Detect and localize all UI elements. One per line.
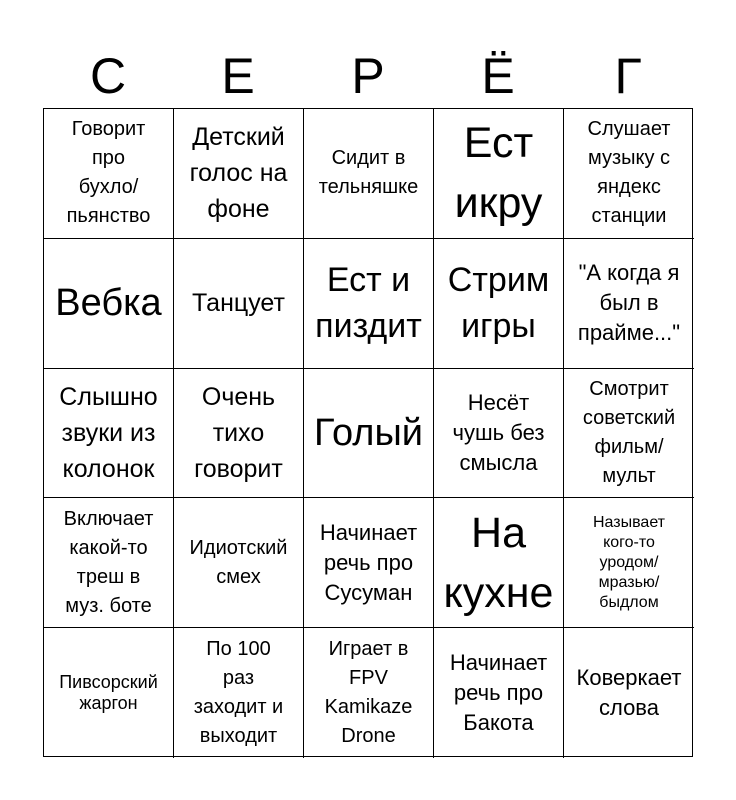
cell-text: Стрим игры: [447, 261, 550, 346]
bingo-cell-r1c2[interactable]: [174, 109, 304, 239]
cell-text: Очень тихо говорит: [194, 382, 283, 483]
cell-text: Включает какой-то треш в муз. боте: [63, 507, 154, 617]
bingo-cell-r2c4[interactable]: [434, 239, 564, 369]
bingo-cell-r1c5[interactable]: [564, 109, 694, 239]
bingo-cell-r3c2[interactable]: [174, 369, 304, 499]
cell-text: Слушает музыку с яндекс станции: [587, 118, 671, 228]
bingo-cell-r5c2[interactable]: [174, 628, 304, 758]
header-letter-2: Е: [221, 48, 255, 104]
cell-text: Ест икру: [454, 119, 543, 228]
bingo-cell-r2c2[interactable]: [174, 239, 304, 369]
cell-text: Ест и пиздит: [315, 261, 422, 346]
header-letter-5: Г: [614, 48, 642, 104]
bingo-cell-r5c5[interactable]: [564, 628, 694, 758]
bingo-cell-r1c4[interactable]: [434, 109, 564, 239]
bingo-cell-r4c1[interactable]: [44, 498, 174, 628]
bingo-cell-r5c1[interactable]: [44, 628, 174, 758]
cell-text: "А когда я был в прайме...": [577, 260, 681, 346]
bingo-cell-r1c1[interactable]: [44, 109, 174, 239]
cell-text: Детский голос на фоне: [189, 123, 288, 224]
bingo-cell-r5c3[interactable]: [304, 628, 434, 758]
header-letter-3: Р: [351, 48, 385, 104]
bingo-cell-r3c5[interactable]: [564, 369, 694, 499]
cell-text: Смотрит советский фильм/ мульт: [582, 377, 676, 487]
cell-text: Играет в FPV Kamikaze Drone: [324, 638, 413, 748]
bingo-cell-r2c5[interactable]: [564, 239, 694, 369]
cell-text: Слышно звуки из колонок: [59, 382, 158, 483]
cell-text: Идиотский смех: [189, 536, 288, 588]
bingo-cell-r4c2[interactable]: [174, 498, 304, 628]
bingo-cell-r5c4[interactable]: [434, 628, 564, 758]
cell-text: По 100 раз заходит и выходит: [193, 638, 284, 748]
bingo-header: [43, 44, 693, 108]
cell-text: Говорит про бухло/ пьянство: [66, 118, 151, 228]
bingo-cell-r2c1[interactable]: [44, 239, 174, 369]
cell-text: Вебка: [55, 282, 162, 325]
cell-text: Несёт чушь без смысла: [452, 389, 545, 475]
cell-text: Пивсорский жаргон: [59, 672, 158, 714]
bingo-cell-r3c3[interactable]: [304, 369, 434, 499]
header-letter-4: Ё: [481, 48, 515, 104]
bingo-cell-r4c4[interactable]: [434, 498, 564, 628]
cell-text: Танцует: [192, 289, 285, 318]
bingo-cell-r3c1[interactable]: [44, 369, 174, 499]
cell-text: На кухне: [443, 508, 554, 617]
bingo-cell-r2c3[interactable]: [304, 239, 434, 369]
cell-text: Коверкает слова: [576, 665, 682, 721]
bingo-cell-r4c5[interactable]: [564, 498, 694, 628]
bingo-grid: [43, 108, 693, 757]
bingo-cell-r3c4[interactable]: [434, 369, 564, 499]
cell-text: Начинает речь про Бакота: [449, 650, 548, 736]
cell-text: Начинает речь про Сусуман: [319, 519, 418, 605]
cell-text: Сидит в тельняшке: [318, 147, 419, 199]
cell-text: Голый: [313, 411, 424, 454]
bingo-cell-r4c3[interactable]: [304, 498, 434, 628]
header-letter-1: С: [89, 48, 127, 104]
cell-text: Называет кого-то уродом/ мразью/ быдлом: [592, 513, 666, 611]
bingo-cell-r1c3[interactable]: [304, 109, 434, 239]
